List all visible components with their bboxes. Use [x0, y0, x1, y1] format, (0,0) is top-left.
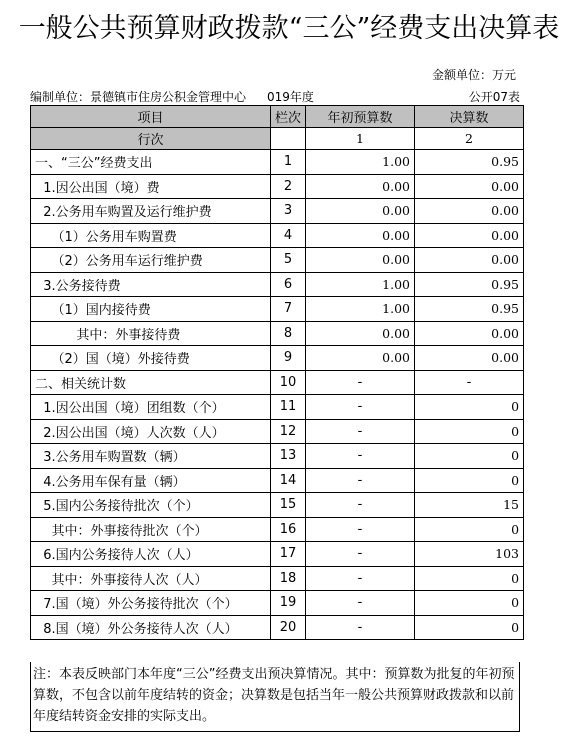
row-item-cell: 7.国（境）外公务接待批次（个） [31, 591, 271, 616]
row-number-cell: 20 [271, 615, 306, 640]
organization-label: 编制单位：景德镇市住房公积金管理中心 [30, 90, 247, 104]
row-budget-cell: - [306, 370, 415, 395]
header-column-number: 栏次 [271, 106, 306, 128]
row-item-cell: 其中：外事接待人次（人） [31, 566, 271, 591]
row-budget-cell: - [306, 615, 415, 640]
row-final-cell: 0 [415, 615, 524, 640]
header-budget-index: 1 [306, 128, 415, 150]
row-number-cell: 14 [271, 468, 306, 493]
row-final-cell: 0.95 [415, 150, 524, 175]
row-final-cell: 0 [415, 419, 524, 444]
table-row [31, 493, 524, 518]
row-budget-cell: 0.00 [306, 321, 415, 346]
table-row [31, 566, 524, 591]
row-item-cell: 一、“三公”经费支出 [31, 150, 271, 175]
row-item-cell: 二、相关统计数 [31, 370, 271, 395]
row-number-cell: 10 [271, 370, 306, 395]
row-item-cell: （2）公务用车运行维护费 [31, 248, 271, 273]
report-meta [30, 88, 520, 102]
row-number-cell: 5 [271, 248, 306, 273]
row-budget-cell: 1.00 [306, 150, 415, 175]
row-number-cell: 11 [271, 395, 306, 420]
row-budget-cell: - [306, 468, 415, 493]
row-number-cell: 13 [271, 444, 306, 469]
row-number-cell: 15 [271, 493, 306, 518]
row-number-cell: 4 [271, 223, 306, 248]
table-row [31, 517, 524, 542]
row-final-cell: 0 [415, 444, 524, 469]
row-item-cell: 6.国内公务接待人次（人） [31, 542, 271, 567]
header-item: 项目 [31, 106, 271, 128]
table-row [31, 150, 524, 175]
table-index-row [31, 128, 524, 150]
row-final-cell: 0.00 [415, 321, 524, 346]
row-number-cell: 18 [271, 566, 306, 591]
row-budget-cell: - [306, 419, 415, 444]
header-row-label: 行次 [31, 128, 271, 150]
row-final-cell: 15 [415, 493, 524, 518]
row-budget-cell: - [306, 566, 415, 591]
row-item-cell: 3.公务接待费 [31, 272, 271, 297]
row-number-cell: 16 [271, 517, 306, 542]
row-item-cell: 其中：外事接待批次（个） [31, 517, 271, 542]
row-item-cell: 2.因公出国（境）人次数（人） [31, 419, 271, 444]
row-final-cell: 0 [415, 395, 524, 420]
table-row [31, 419, 524, 444]
row-item-cell: 1.因公出国（境）团组数（个） [31, 395, 271, 420]
table-row [31, 297, 524, 322]
row-item-cell: （2）国（境）外接待费 [31, 346, 271, 371]
row-budget-cell: - [306, 542, 415, 567]
row-item-cell: 1.因公出国（境）费 [31, 174, 271, 199]
row-final-cell: 103 [415, 542, 524, 567]
row-number-cell: 1 [271, 150, 306, 175]
table-row [31, 346, 524, 371]
row-final-cell: 0 [415, 566, 524, 591]
row-final-cell: 0.95 [415, 297, 524, 322]
row-budget-cell: 0.00 [306, 223, 415, 248]
expenditure-table [30, 105, 524, 640]
row-number-cell: 9 [271, 346, 306, 371]
header-final: 决算数 [415, 106, 524, 128]
row-number-cell: 3 [271, 199, 306, 224]
table-row [31, 468, 524, 493]
row-final-cell: 0.00 [415, 248, 524, 273]
row-final-cell: 0.95 [415, 272, 524, 297]
row-item-cell: （1）国内接待费 [31, 297, 271, 322]
table-row [31, 321, 524, 346]
report-title: 一般公共预算财政拨款“三公”经费支出决算表 [18, 13, 560, 44]
row-item-cell: 8.国（境）外公务接待人次（人） [31, 615, 271, 640]
row-number-cell: 19 [271, 591, 306, 616]
row-final-cell: - [415, 370, 524, 395]
header-index-empty [271, 128, 306, 150]
row-final-cell: 0 [415, 517, 524, 542]
table-row [31, 199, 524, 224]
table-row [31, 223, 524, 248]
fiscal-year-label: 019年度 [267, 90, 314, 104]
row-budget-cell: - [306, 395, 415, 420]
row-budget-cell: - [306, 493, 415, 518]
row-final-cell: 0.00 [415, 199, 524, 224]
table-row [31, 370, 524, 395]
table-row [31, 444, 524, 469]
header-budget: 年初预算数 [306, 106, 415, 128]
table-row [31, 248, 524, 273]
row-final-cell: 0 [415, 468, 524, 493]
row-item-cell: 其中：外事接待费 [31, 321, 271, 346]
row-number-cell: 17 [271, 542, 306, 567]
row-item-cell: 5.国内公务接待批次（个） [31, 493, 271, 518]
table-row [31, 395, 524, 420]
footnote: 注：本表反映部门本年度“三公”经费支出预决算情况。其中：预算数为批复的年初预算数，不包含以前年度结转的资金；决算数是包括当年一般公共预算财政拨款和以前年度结转资金安排的实际支出。 [30, 662, 520, 732]
row-number-cell: 2 [271, 174, 306, 199]
amount-unit-label: 金额单位：万元 [431, 68, 516, 82]
row-final-cell: 0.00 [415, 174, 524, 199]
form-code-label: 公开07表 [468, 90, 520, 104]
table-row [31, 174, 524, 199]
row-final-cell: 0.00 [415, 346, 524, 371]
row-number-cell: 7 [271, 297, 306, 322]
row-item-cell: 4.公务用车保有量（辆） [31, 468, 271, 493]
table-row [31, 272, 524, 297]
row-item-cell: 2.公务用车购置及运行维护费 [31, 199, 271, 224]
row-number-cell: 8 [271, 321, 306, 346]
row-number-cell: 12 [271, 419, 306, 444]
row-item-cell: 3.公务用车购置数（辆） [31, 444, 271, 469]
row-budget-cell: - [306, 517, 415, 542]
header-final-index: 2 [415, 128, 524, 150]
row-budget-cell: 0.00 [306, 346, 415, 371]
row-budget-cell: - [306, 444, 415, 469]
row-budget-cell: 1.00 [306, 272, 415, 297]
row-budget-cell: 0.00 [306, 199, 415, 224]
table-row [31, 615, 524, 640]
row-budget-cell: 0.00 [306, 248, 415, 273]
table-row [31, 542, 524, 567]
table-header-row [31, 106, 524, 128]
row-final-cell: 0 [415, 591, 524, 616]
row-number-cell: 6 [271, 272, 306, 297]
row-budget-cell: 0.00 [306, 174, 415, 199]
table-row [31, 591, 524, 616]
row-final-cell: 0.00 [415, 223, 524, 248]
row-budget-cell: 1.00 [306, 297, 415, 322]
row-item-cell: （1）公务用车购置费 [31, 223, 271, 248]
row-budget-cell: - [306, 591, 415, 616]
